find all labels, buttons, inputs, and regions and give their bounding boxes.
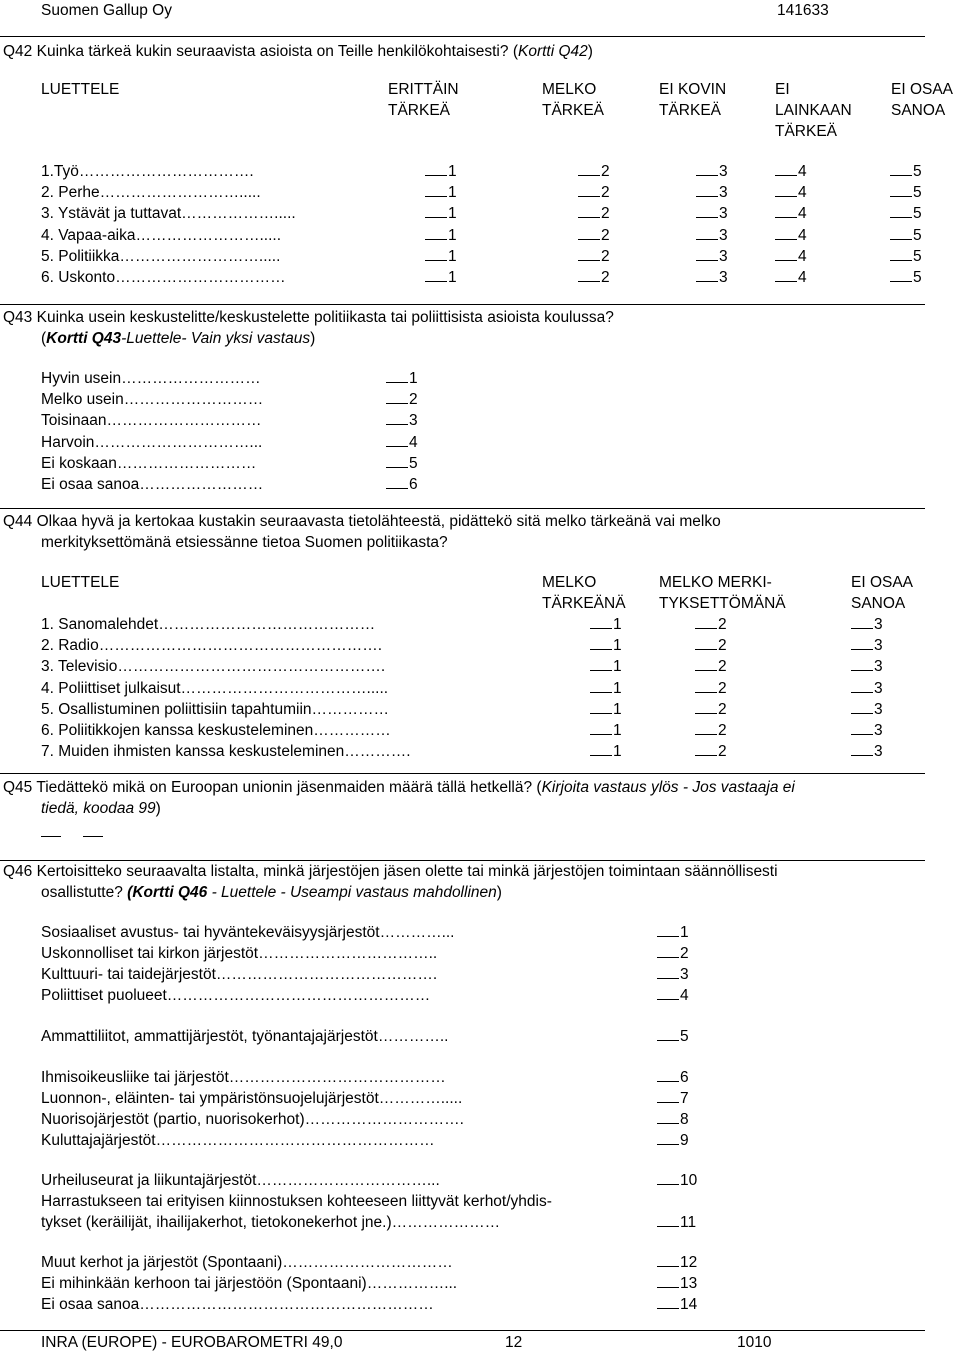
answer-blank [657,944,679,958]
q42-col-list: LUETTELE [41,81,120,98]
answer-blank [425,226,447,240]
answer-code[interactable] [851,679,883,699]
code-number: 4 [798,163,807,180]
divider [0,860,925,861]
q43-option-label: Ei koskaan……………………… [41,454,257,472]
answer-code[interactable] [890,226,922,246]
code-number: 3 [874,637,883,655]
answer-code[interactable] [851,742,883,762]
answer-blank [657,1068,679,1082]
answer-code[interactable] [425,204,457,224]
answer-blank [657,1274,679,1288]
answer-blank [657,1089,679,1103]
q44-col-header-line2: SANOA [851,595,906,612]
answer-blank [425,183,447,197]
q46-option-label: Nuorisojärjestöt (partio, nuorisokerhot)…………………………. [41,1111,464,1128]
q45-answer-field[interactable] [41,822,125,843]
code-number: 5 [680,1028,689,1045]
answer-code[interactable] [386,411,418,431]
q44-row-label: 3. Televisio……………………………………………. [41,658,386,676]
answer-code[interactable] [696,268,728,288]
code-number: 9 [680,1132,689,1149]
answer-code[interactable] [775,226,807,246]
q46-option-label: Kulttuuri- tai taidejärjestöt……………………………………. [41,966,438,983]
q42-col-header-line2: TÄRKEÄ [542,102,605,119]
answer-blank [695,636,717,650]
code-number: 4 [798,269,807,286]
divider [0,36,925,37]
q46-option-label: Kuluttajajärjestöt……………………………………………… [41,1132,435,1149]
answer-code[interactable] [386,433,418,453]
code-number: 3 [874,616,883,633]
answer-code[interactable] [851,657,883,677]
code-number: 2 [718,679,727,697]
code-number: 1 [409,370,418,387]
answer-blank [775,183,797,197]
answer-blank [696,162,718,176]
answer-blank [386,454,408,468]
q44-col-header-line2: TYKSETTÖMÄNÄ [659,595,786,612]
code-number: 2 [718,658,727,676]
answer-blank [590,636,612,650]
code-number: 4 [409,433,418,451]
answer-blank [696,204,718,218]
q46-option-label: Ei osaa sanoa………………………………………………… [41,1296,434,1313]
code-number: 1 [680,924,689,941]
q46-option-label: Harrastukseen tai erityisen kiinnostuksen kohteeseen liittyvät kerhot/yhdis- [41,1193,552,1210]
code-number: 3 [719,184,728,202]
q44-col-header-line1: MELKO [542,574,597,591]
answer-blank [657,1171,679,1185]
answer-code[interactable] [695,615,727,635]
q44-row-label: 6. Poliitikkojen kanssa keskusteleminen…………… [41,722,391,739]
code-number: 3 [409,412,418,430]
answer-code[interactable] [657,1274,697,1294]
code-number: 3 [719,163,728,180]
answer-blank [775,226,797,240]
answer-code[interactable] [657,986,689,1006]
code-number: 1 [448,226,457,244]
answer-blank [851,657,873,671]
answer-code[interactable] [657,944,689,964]
code-number: 5 [913,163,922,180]
answer-blank [851,615,873,629]
q42-row-label: 6. Uskonto…………………………… [41,269,286,286]
code-number: 2 [601,226,610,244]
answer-code[interactable] [775,183,807,203]
answer-code[interactable] [425,268,457,288]
answer-code[interactable] [386,475,418,495]
divider [0,1330,925,1331]
answer-blank [425,247,447,261]
q42-question: Q42 Kuinka tärkeä kukin seuraavista asioista on Teille henkilökohtaisesti? (Kortti Q42) [3,43,593,60]
code-number: 1 [448,184,457,202]
answer-blank [425,162,447,176]
q46-option-label: Poliittiset puolueet…………………………………………… [41,987,431,1004]
answer-code[interactable] [578,204,610,224]
q42-row-label: 1.Työ……………………………. [41,163,254,180]
answer-blank [695,679,717,693]
code-number: 1 [613,722,622,739]
answer-code[interactable] [775,247,807,267]
answer-code[interactable] [425,162,457,182]
code-number: 5 [913,205,922,223]
answer-code[interactable] [851,615,883,635]
answer-code[interactable] [657,965,689,985]
code-number: 2 [680,945,689,962]
answer-blank [696,183,718,197]
answer-code[interactable] [695,679,727,699]
answer-blank [851,700,873,714]
company-name: Suomen Gallup Oy [41,2,172,19]
answer-blank [890,268,912,282]
answer-code[interactable] [851,636,883,656]
answer-code[interactable] [590,636,622,656]
answer-blank [578,162,600,176]
answer-blank [890,183,912,197]
answer-blank [775,268,797,282]
q46-option-label: Urheiluseurat ja liikuntajärjestöt……………………………... [41,1172,440,1189]
q42-col-header-line1: ERITTÄIN [388,81,459,98]
answer-blank [657,1213,679,1227]
answer-code[interactable] [775,162,807,182]
q46-option-label: Ammattiliitot, ammattijärjestöt, työnantajajärjestöt………….. [41,1028,449,1045]
answer-code[interactable] [851,700,883,720]
q45-question: Q45 Tiedättekö mikä on Euroopan unionin jäsenmaiden määrä tällä hetkellä? (Kirjoita vastaus ylös - Jos vastaaja ei [3,779,795,796]
answer-blank [386,390,408,404]
q44-col-header-line1: EI OSAA [851,574,914,591]
answer-blank [890,204,912,218]
code-number: 4 [680,987,689,1004]
code-number: 2 [601,184,610,202]
answer-blank [851,679,873,693]
code-number: 3 [719,269,728,286]
q45-instruction-cont: tiedä, koodaa 99) [41,800,161,817]
answer-code[interactable] [578,183,610,203]
code-number: 1 [613,679,622,697]
answer-blank [657,1110,679,1124]
q43-question: Q43 Kuinka usein keskustelitte/keskustelette politiikasta tai poliittisista asioista koulussa? [3,309,614,326]
answer-code[interactable] [590,742,622,762]
answer-blank [578,183,600,197]
answer-blank [386,475,408,489]
q42-col-header-line1: MELKO [542,81,597,98]
answer-code[interactable] [696,204,728,224]
answer-blank [775,247,797,261]
answer-blank [657,965,679,979]
answer-code[interactable] [695,742,727,762]
q42-col-header-line2: TÄRKEÄ [659,102,722,119]
answer-code[interactable] [578,226,610,246]
answer-code[interactable] [386,390,418,410]
code-number: 3 [719,205,728,223]
q46-question-cont: osallistutte? (Kortti Q46 - Luettele - Useampi vastaus mahdollinen) [41,884,502,901]
q44-row-label: 4. Poliittiset julkaisut………………………………..... [41,679,389,697]
footer-page: 12 [505,1334,523,1351]
q42-col-header-line1: EI [775,81,790,98]
answer-code[interactable] [890,204,922,224]
answer-blank [386,411,408,425]
q46-option-label: Sosiaaliset avustus- tai hyväntekeväisyysjärjestöt…………... [41,924,455,941]
q46-question: Q46 Kertoisitteko seuraavalta listalta, minkä järjestöjen jäsen olette tai minkä järjestöjen toimintaan säännöllisesti [3,863,778,880]
answer-code[interactable] [695,636,727,656]
code-number: 7 [680,1090,689,1107]
answer-code[interactable] [657,1089,689,1109]
answer-blank [590,700,612,714]
answer-code[interactable] [657,1068,689,1088]
code-number: 1 [448,247,457,265]
q42-col-header-line2: TÄRKEÄ [388,102,451,119]
answer-code[interactable] [657,1027,689,1047]
q44-row-label: 1. Sanomalehdet…………………………………… [41,616,376,633]
survey-code: 141633 [777,2,829,19]
code-number: 2 [601,163,610,180]
code-number: 5 [913,226,922,244]
q43-option-label: Melko usein……………………… [41,391,264,409]
code-number: 1 [613,700,622,718]
answer-code[interactable] [890,162,922,182]
code-number: 3 [874,700,883,718]
answer-blank [657,923,679,937]
code-number: 2 [601,205,610,223]
code-number: 4 [798,205,807,223]
code-number: 3 [719,247,728,265]
answer-blank [695,700,717,714]
answer-blank [851,721,873,735]
answer-code[interactable] [386,454,418,474]
q46-option-label: Ihmisoikeusliike tai järjestöt…………………………………… [41,1069,446,1086]
code-number: 12 [680,1254,698,1271]
footer-right: 1010 [737,1334,772,1351]
answer-blank [657,1027,679,1041]
code-number: 2 [718,700,727,718]
answer-code[interactable] [590,615,622,635]
answer-code[interactable] [657,1131,689,1151]
code-number: 13 [680,1275,698,1292]
q44-question-cont: merkityksettömänä etsiessänne tietoa Suomen politiikasta? [41,534,448,551]
answer-blank [590,721,612,735]
answer-blank [578,226,600,240]
answer-blank [386,433,408,447]
answer-blank [590,742,612,756]
answer-blank [578,247,600,261]
code-number: 3 [719,226,728,244]
q42-row-label: 3. Ystävät ja tuttavat………………..... [41,205,296,223]
answer-code[interactable] [695,657,727,677]
q46-option-label: Luonnon-, eläinten- tai ympäristönsuojelujärjestöt…………..... [41,1090,463,1107]
answer-blank [578,204,600,218]
answer-blank [775,162,797,176]
q42-col-header-line1: EI KOVIN [659,81,727,98]
answer-blank [695,657,717,671]
answer-blank [695,721,717,735]
answer-blank [890,247,912,261]
code-number: 14 [680,1296,698,1313]
q43-option-label: Ei osaa sanoa…………………… [41,476,264,493]
q46-option-label: Muut kerhot ja järjestöt (Spontaani)…………………………… [41,1254,453,1271]
answer-code[interactable] [578,247,610,267]
answer-code[interactable] [696,247,728,267]
q46-option-label: tykset (keräilijät, ihailijakerhot, tietokonekerhot jne.)………………… [41,1214,501,1231]
q42-col-header-line2: SANOA [891,102,946,119]
divider [0,773,925,774]
answer-blank [578,268,600,282]
code-number: 5 [913,247,922,265]
q44-row-label: 7. Muiden ihmisten kanssa keskusteleminen…………. [41,743,411,761]
answer-blank [696,268,718,282]
code-number: 1 [613,616,622,633]
answer-code[interactable] [696,162,728,182]
answer-blank [695,615,717,629]
code-number: 2 [601,269,610,286]
answer-blank [696,226,718,240]
answer-blank [386,369,408,383]
code-number: 11 [680,1214,697,1231]
answer-code[interactable] [425,226,457,246]
code-number: 8 [680,1111,689,1128]
answer-code[interactable] [657,1213,696,1233]
answer-blank [775,204,797,218]
code-number: 3 [874,743,883,761]
code-number: 2 [718,637,727,655]
answer-code[interactable] [775,268,807,288]
answer-blank [657,1253,679,1267]
answer-code[interactable] [578,268,610,288]
q42-row-label: 5. Politiikka………………………..... [41,247,281,265]
code-number: 2 [718,616,727,633]
q42-col-header-line2: LAINKAAN [775,102,852,119]
q43-option-label: Harvoin…………………………... [41,433,263,451]
code-number: 3 [874,658,883,676]
code-number: 6 [680,1069,689,1086]
answer-code[interactable] [695,721,727,741]
answer-code[interactable] [657,1171,697,1191]
code-number: 1 [613,743,622,761]
answer-code[interactable] [890,183,922,203]
divider [0,508,925,509]
q44-col-list: LUETTELE [41,574,120,591]
answer-blank [890,162,912,176]
q43-instruction: (Kortti Q43-Luettele- Vain yksi vastaus) [41,330,316,347]
divider [0,304,925,305]
code-number: 1 [448,269,457,286]
code-number: 2 [601,247,610,265]
q42-row-label: 4. Vapaa-aika……………………..... [41,226,282,244]
answer-blank [851,742,873,756]
answer-code[interactable] [590,679,622,699]
answer-blank [425,204,447,218]
answer-blank [696,247,718,261]
answer-blank [695,742,717,756]
answer-code[interactable] [695,700,727,720]
answer-code[interactable] [696,183,728,203]
code-number: 3 [680,966,689,983]
q44-row-label: 5. Osallistuminen poliittisiin tapahtumiin…………… [41,700,390,718]
answer-code[interactable] [386,369,418,389]
code-number: 2 [718,722,727,739]
answer-blank [590,679,612,693]
q46-option-label: Uskonnolliset tai kirkon järjestöt…………………………….. [41,945,438,962]
answer-code[interactable] [696,226,728,246]
answer-blank [657,986,679,1000]
answer-code[interactable] [775,204,807,224]
code-number: 5 [409,454,418,472]
code-number: 1 [448,163,457,180]
q44-question: Q44 Olkaa hyvä ja kertokaa kustakin seuraavasta tietolähteestä, pidättekö sitä melko tärkeänä vai melko [3,513,721,530]
answer-code[interactable] [590,657,622,677]
answer-blank [890,226,912,240]
footer-left: INRA (EUROPE) - EUROBAROMETRI 49,0 [41,1334,343,1351]
answer-code[interactable] [657,1253,697,1273]
code-number: 4 [798,247,807,265]
code-number: 3 [874,679,883,697]
code-number: 1 [448,205,457,223]
answer-code[interactable] [578,162,610,182]
code-number: 5 [913,184,922,202]
code-number: 1 [613,637,622,655]
code-number: 2 [718,743,727,761]
q44-row-label: 2. Radio………………………………………………. [41,637,383,655]
code-number: 2 [409,391,418,409]
code-number: 1 [613,658,622,676]
answer-code[interactable] [590,700,622,720]
code-number: 10 [680,1172,698,1189]
q46-option-label: Ei mihinkään kerhoon tai järjestöön (Spontaani)……………... [41,1275,458,1292]
answer-code[interactable] [657,923,689,943]
code-number: 6 [409,476,418,493]
answer-blank [851,636,873,650]
code-number: 4 [798,184,807,202]
answer-blank [425,268,447,282]
q42-col-header-line3: TÄRKEÄ [775,123,838,140]
answer-code[interactable] [590,721,622,741]
answer-blank [657,1131,679,1145]
answer-blank [590,615,612,629]
answer-code[interactable] [657,1295,697,1315]
answer-blank [657,1295,679,1309]
q43-option-label: Hyvin usein……………………… [41,370,261,387]
code-number: 5 [913,269,922,286]
q42-row-label: 2. Perhe………………………..... [41,184,261,202]
code-number: 4 [798,226,807,244]
answer-code[interactable] [425,247,457,267]
q42-col-header-line1: EI OSAA [891,81,954,98]
answer-code[interactable] [890,268,922,288]
answer-code[interactable] [425,183,457,203]
answer-code[interactable] [890,247,922,267]
q43-option-label: Toisinaan………………………… [41,412,262,430]
answer-code[interactable] [657,1110,689,1130]
q44-col-header-line2: TÄRKEÄNÄ [542,595,626,612]
answer-code[interactable] [851,721,883,741]
answer-blank [590,657,612,671]
code-number: 3 [874,722,883,739]
q44-col-header-line1: MELKO MERKI- [659,574,772,591]
